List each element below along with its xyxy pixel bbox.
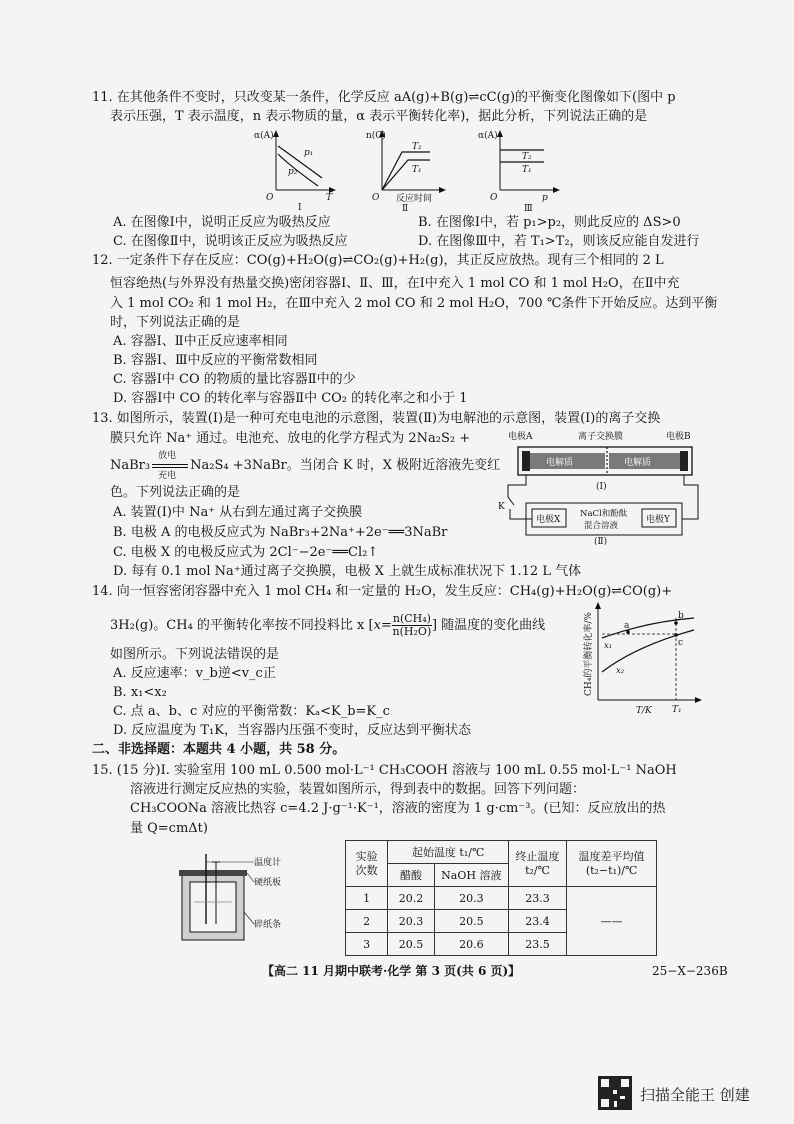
q11-g3-xlabel: p [542, 193, 548, 203]
q14-stem-line1: 14. 向一恒容密闭容器中充入 1 mol CH₄ 和一定量的 H₂O，发生反应：CH₄(g)+H₂O(g)⇌CO(g)+ [92, 584, 673, 599]
cell-end: 23.4 [508, 910, 566, 933]
q11-graph-2 [362, 128, 452, 212]
q13-fig-electrolyte-right: 电解质 [624, 458, 652, 468]
q11-stem-line2: 表示压强，T 表示温度，n 表示物质的量，α 表示平衡转化率)，据此分析，下列说法正确的是 [110, 109, 648, 124]
q11-g3-t1: T₁ [522, 165, 532, 175]
q15-label-board: 硬纸板 [254, 878, 282, 888]
q13-option-b: B. 电极 A 的电极反应式为 NaBr₃+2Na⁺+2e⁻══3NaBr [113, 525, 448, 540]
q13-fig-electrolyte-left: 电解质 [546, 458, 574, 468]
th-acid: 醋酸 [388, 864, 435, 887]
cell-num: 3 [346, 933, 388, 956]
q13-battery-diagram [496, 427, 710, 545]
q15-stem-line1: 15. (15 分)Ⅰ. 实验室用 100 mL 0.500 mol·L⁻¹ CH₃COOH 溶液与 100 mL 0.55 mol·L⁻¹ NaOH [92, 763, 677, 778]
th-naoh: NaOH 溶液 [434, 864, 508, 887]
cell-diff-blank: —— [567, 887, 657, 956]
q11-option-b: B. 在图像Ⅰ中，若 p₁>p₂，则此反应的 ΔS>0 [418, 215, 681, 230]
q12-option-a: A. 容器Ⅰ、Ⅱ中正反应速率相同 [113, 334, 288, 349]
q14-line2-end: 随温度的变化曲线 [441, 618, 546, 633]
q11-graph-1 [252, 128, 342, 212]
q13-reaction-arrow [150, 451, 190, 481]
q11-g1-p1: p₁ [304, 148, 314, 158]
q14-curve-x1: x₁ [604, 641, 613, 651]
q15-stem-line2: 溶液进行测定反应热的实验，装置如图所示，得到表中的数据。回答下列问题： [130, 782, 586, 797]
cell-end: 23.3 [508, 887, 566, 910]
th-start-temp: 起始温度 t₁/℃ [388, 841, 509, 864]
cell-acid: 20.2 [388, 887, 435, 910]
q13-under-label: 充电 [158, 471, 177, 481]
q11-g3-ylabel: α(A) [478, 131, 498, 141]
q14-conversion-graph [576, 600, 708, 720]
q11-g3-t2: T₂ [522, 152, 532, 162]
q13-fig-solution-1: NaCl和酚酞 [580, 509, 628, 519]
q13-stem-line4: 色。下列说法正确的是 [110, 485, 241, 500]
q11-g1-roman: Ⅰ [298, 203, 302, 212]
q13-over-label: 放电 [158, 451, 177, 461]
section-2-heading: 二、非选择题：本题共 4 小题，共 58 分。 [92, 742, 346, 757]
th-end-temp [508, 841, 566, 887]
qr-code-icon [598, 1076, 632, 1110]
q13-fig-switch-k: K [498, 502, 505, 512]
q11-option-d: D. 在图像Ⅲ中，若 T₁>T₂，则该反应能自发进行 [418, 234, 700, 249]
q15-stem-line4: 量 Q=cmΔt) [130, 821, 208, 836]
q11-option-a: A. 在图像Ⅰ中，说明正反应为吸热反应 [113, 215, 331, 230]
q15-calorimeter-apparatus [176, 852, 306, 944]
q13-fig-electrode-y: 电极Y [646, 515, 670, 525]
cell-naoh: 20.6 [434, 933, 508, 956]
scanner-watermark: 扫描全能王 创建 [640, 1086, 750, 1104]
q14-bracket-close: ] [431, 618, 438, 633]
page-footer: 【高二 11 月期中联考·化学 第 3 页(共 6 页)】 [262, 964, 521, 978]
cell-num: 2 [346, 910, 388, 933]
cell-num: 1 [346, 887, 388, 910]
q14-stem-line3: 如图所示。下列说法错误的是 [110, 647, 280, 662]
q11-g2-roman: Ⅱ [402, 204, 409, 212]
q13-option-c: C. 电极 X 的电极反应式为 2Cl⁻−2e⁻══Cl₂↑ [113, 545, 379, 560]
q13-fig-label-1: (Ⅰ) [596, 482, 607, 492]
q14-ylabel: CH₄的平衡转化率/% [584, 612, 594, 696]
th-temp-diff [567, 841, 657, 887]
q15-stem-line3: CH₃COONa 溶液比热容 c=4.2 J·g⁻¹·K⁻¹，溶液的密度为 1 g·cm⁻³。(已知：反应放出的热 [130, 801, 666, 816]
table-row [346, 887, 657, 910]
q14-option-d: D. 反应温度为 T₁K，当容器内压强不变时，反应达到平衡状态 [113, 723, 471, 738]
q11-g2-t1: T₁ [412, 165, 422, 175]
cell-acid: 20.3 [388, 910, 435, 933]
q13-option-a: A. 装置(Ⅰ)中 Na⁺ 从右到左通过离子交换膜 [113, 505, 363, 520]
q14-point-a: a [624, 621, 630, 631]
q13-stem-line3 [110, 451, 501, 481]
th-diff-line2: (t₂−t₁)/℃ [585, 863, 638, 877]
q14-option-c: C. 点 a、b、c 对应的平衡常数：Kₐ<K_b=K_c [113, 704, 390, 719]
q11-g1-origin: O [266, 193, 274, 203]
th-exp-line1: 实验 [355, 849, 378, 863]
q13-option-d: D. 每有 0.1 mol Na⁺通过离子交换膜，电极 X 上就生成标准状况下 1.12 L 气体 [113, 564, 582, 579]
q12-option-c: C. 容器Ⅰ中 CO 的物质的量比容器Ⅱ中的少 [113, 372, 356, 387]
q15-label-thermometer: 温度计 [254, 858, 282, 868]
q11-stem-line1: 11. 在其他条件不变时，只改变某一条件，化学反应 aA(g)+B(g)⇌cC(g)的平衡变化图像如下(图中 p [92, 90, 676, 105]
q14-line2-start: 3H₂(g)。CH₄ 的平衡转化率按不同投料比 x [110, 618, 365, 633]
q14-fraction [392, 613, 432, 638]
q12-option-d: D. 容器Ⅰ中 CO 的转化率与容器Ⅱ中 CO₂ 的转化率之和小于 1 [113, 391, 468, 406]
q12-stem-line4: 时，下列说法正确的是 [110, 315, 241, 330]
q14-option-b: B. x₁<x₂ [113, 685, 167, 700]
q14-point-b: b [678, 611, 684, 621]
th-diff-line1: 温度差平均值 [578, 849, 645, 863]
th-experiment [346, 841, 388, 887]
q13-stem-line2: 膜只允许 Na⁺ 通过。电池充、放电的化学方程式为 2Na₂S₂ + [110, 431, 471, 446]
q14-stem-line2 [110, 613, 545, 638]
table-header-row [346, 841, 657, 864]
q14-point-c: c [678, 638, 684, 648]
th-exp-line2: 次数 [355, 863, 378, 877]
q11-graph-3 [476, 128, 566, 212]
q11-g1-xlabel: T [326, 193, 333, 203]
q13-fig-membrane: 离子交换膜 [578, 432, 624, 442]
q14-option-a: A. 反应速率：v_b逆<v_c正 [113, 666, 276, 681]
exam-code: 25−X−236B [652, 964, 728, 978]
q11-g3-origin: O [490, 193, 498, 203]
th-end-line2: t₂/℃ [525, 863, 550, 877]
q14-xlabel: T/K [636, 706, 652, 716]
q13-fig-electrode-x: 电极X [536, 515, 561, 525]
q14-frac-den: n(H₂O) [392, 625, 432, 638]
q11-g3-roman: Ⅲ [524, 204, 533, 212]
cell-end: 23.5 [508, 933, 566, 956]
q13-fig-solution-2: 混合溶液 [584, 521, 619, 531]
cell-naoh: 20.3 [434, 887, 508, 910]
q11-g2-xlabel: 反应时间 [396, 194, 433, 204]
cell-naoh: 20.5 [434, 910, 508, 933]
q14-bracket-open: [x= [368, 618, 392, 633]
q11-g2-ylabel: n(C) [366, 131, 386, 141]
q13-stem-line1: 13. 如图所示，装置(Ⅰ)是一种可充电电池的示意图，装置(Ⅱ)为电解池的示意图，装置(Ⅰ)的离子交换 [92, 411, 661, 426]
q14-frac-num: n(CH₄) [392, 612, 431, 625]
q12-stem-line3: 入 1 mol CO₂ 和 1 mol H₂，在Ⅲ中充入 2 mol CO 和 2 mol H₂O，700 ℃条件下开始反应。达到平衡 [110, 296, 718, 311]
q12-stem-line2: 恒容绝热(与外界没有热量交换)密闭容器Ⅰ、Ⅱ、Ⅲ，在Ⅰ中充入 1 mol CO 和 1 mol H₂O，在Ⅱ中充 [110, 276, 680, 291]
q11-g1-ylabel: α(A) [254, 131, 274, 141]
q11-g2-origin: O [372, 193, 380, 203]
q13-fig-electrode-b: 电极B [666, 432, 691, 442]
q13-line3-rest: Na₂S₄ +3NaBr。当闭合 K 时，X 极附近溶液先变红 [190, 458, 501, 473]
q11-g2-t2: T₂ [412, 142, 422, 152]
th-end-line1: 终止温度 [515, 849, 560, 863]
q13-arrow-line [152, 464, 188, 465]
q13-nabr3: NaBr₃ [110, 458, 151, 473]
q12-option-b: B. 容器Ⅰ、Ⅲ中反应的平衡常数相同 [113, 353, 318, 368]
q14-curve-x2: x₂ [616, 666, 625, 676]
q13-fig-electrode-a: 电极A [508, 432, 533, 442]
q15-label-paper: 碎纸条 [254, 920, 282, 930]
q12-stem-line1: 12. 一定条件下存在反应：CO(g)+H₂O(g)⇌CO₂(g)+H₂(g)，其正反应放热。现有三个相同的 2 L [92, 253, 664, 268]
cell-acid: 20.5 [388, 933, 435, 956]
q14-t1: T₁ [672, 705, 682, 715]
q13-fig-label-2: (Ⅱ) [594, 537, 608, 545]
q11-option-c: C. 在图像Ⅱ中，说明该正反应为吸热反应 [113, 234, 348, 249]
q15-data-table [345, 840, 657, 956]
q11-g1-p2: p₂ [288, 167, 298, 177]
